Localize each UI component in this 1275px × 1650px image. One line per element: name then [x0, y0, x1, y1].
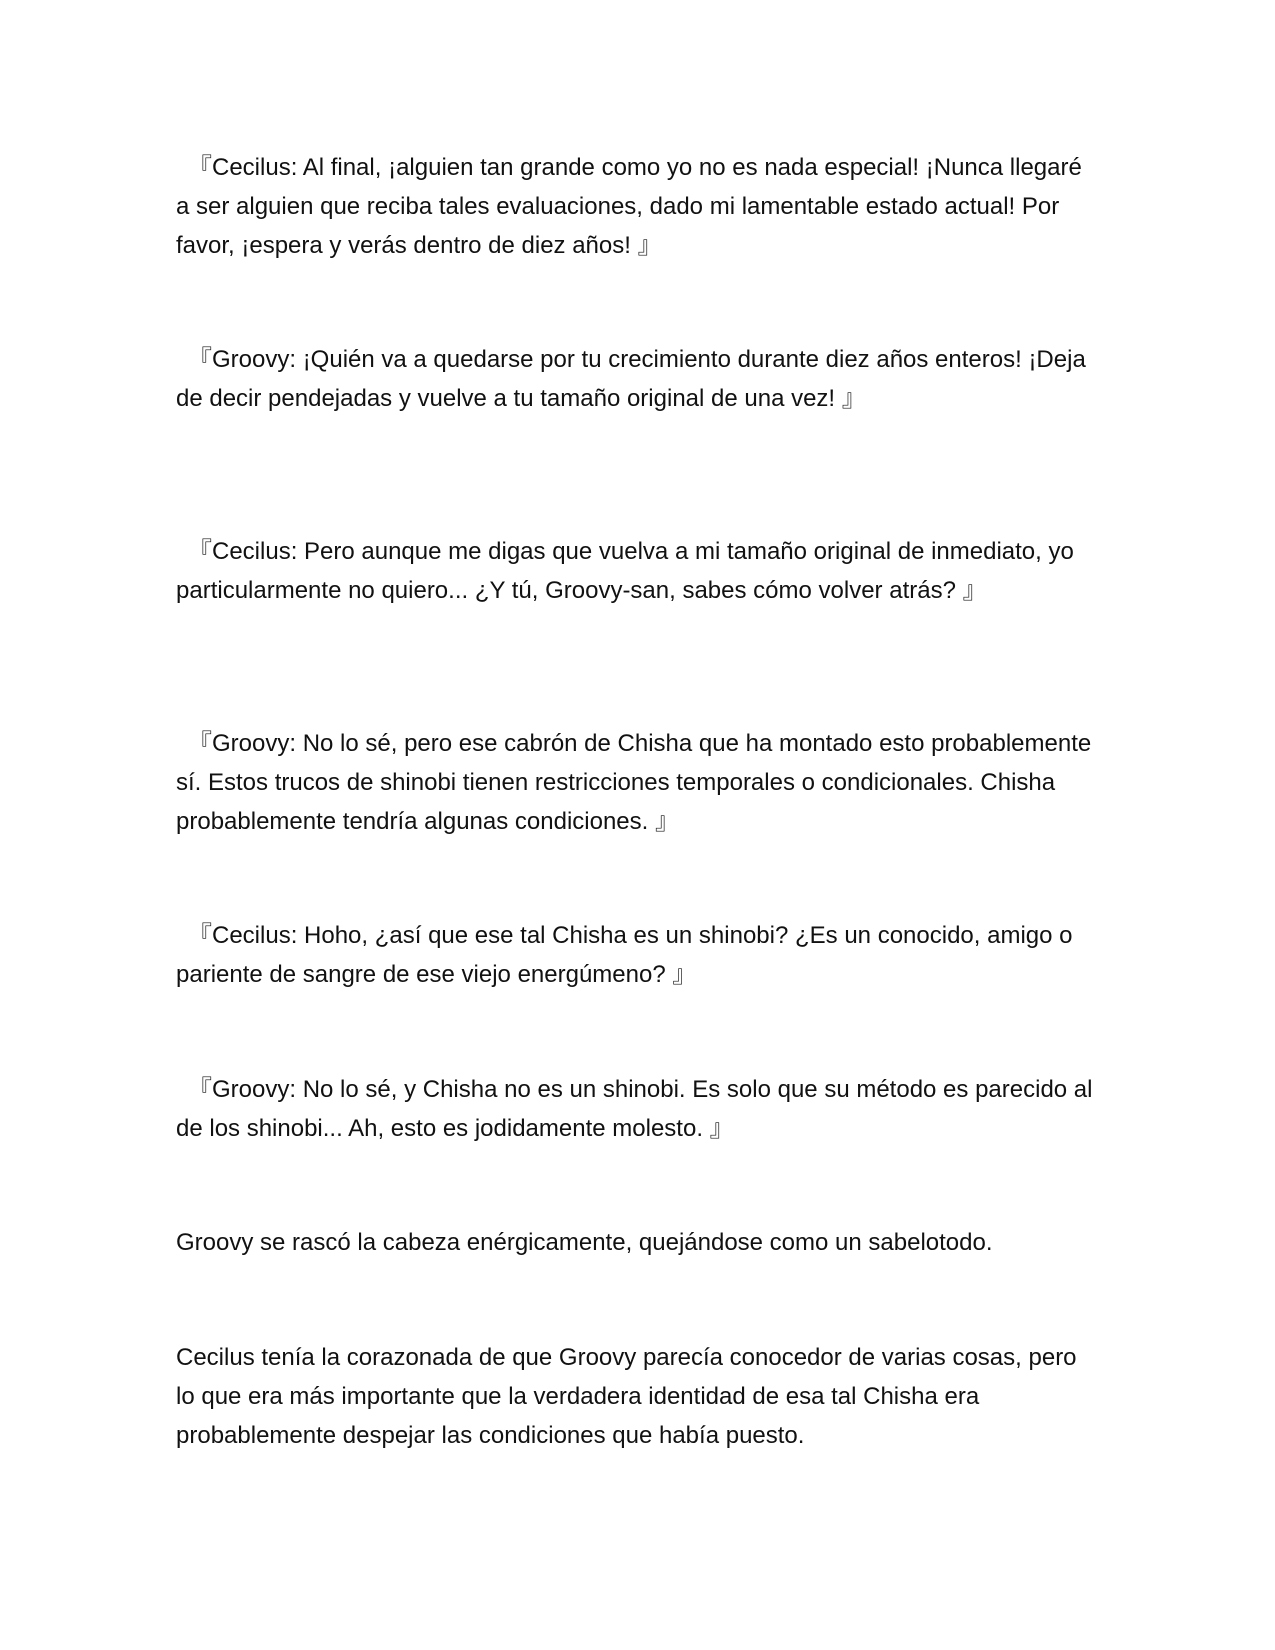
narration-paragraph: Cecilus tenía la corazonada de que Groovy parecía conocedor de varias cosas, pero lo que era más importante que la verdadera identidad de esa tal Chisha era probablemente despejar las condiciones que había puesto. — [176, 1344, 1077, 1449]
dialogue-paragraph-cecilus: 『Cecilus: Hoho, ¿así que ese tal Chisha es un shinobi? ¿Es un conocido, amigo o pariente de sangre de ese viejo energúmeno? 』 — [176, 922, 1073, 988]
dialogue-paragraph-cecilus: 『Cecilus: Al final, ¡alguien tan grande como yo no es nada especial! ¡Nunca llegaré a ser alguien que reciba tales evaluaciones, dado mi lamentable estado actual! Por favor, ¡espera y verás dentro de diez años! 』 — [176, 154, 1082, 259]
dialogue-paragraph-cecilus: 『Cecilus: Pero aunque me digas que vuelva a mi tamaño original de inmediato, yo particularmente no quiero... ¿Y tú, Groovy-san, sabes cómo volver atrás? 』 — [176, 538, 1074, 604]
dialogue-paragraph-groovy: 『Groovy: No lo sé, y Chisha no es un shinobi. Es solo que su método es parecido al de los shinobi... Ah, esto es jodidamente molesto. 』 — [176, 1076, 1093, 1142]
dialogue-paragraph-groovy: 『Groovy: ¡Quién va a quedarse por tu crecimiento durante diez años enteros! ¡Deja de decir pendejadas y vuelve a tu tamaño original de una vez! 』 — [176, 346, 1086, 412]
narration-paragraph: Groovy se rascó la cabeza enérgicamente, quejándose como un sabelotodo. — [176, 1229, 993, 1256]
dialogue-paragraph-groovy: 『Groovy: No lo sé, pero ese cabrón de Chisha que ha montado esto probablemente sí. Estos trucos de shinobi tienen restricciones temporales o condicionales. Chisha probablemente tendría algunas condiciones. 』 — [176, 730, 1092, 835]
